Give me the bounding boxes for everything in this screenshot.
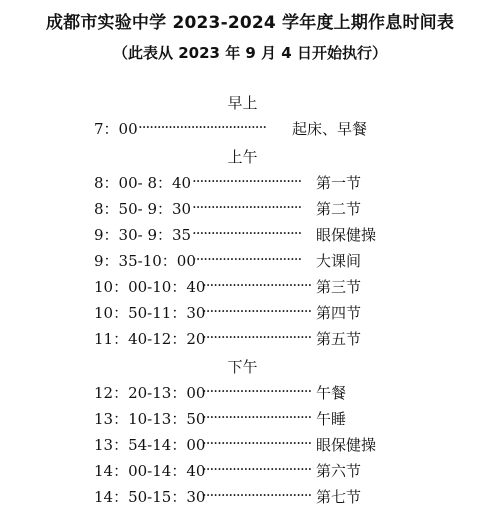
row-time: 13：54-14：00	[94, 436, 206, 454]
row-event: 眼保健操	[316, 436, 377, 454]
row-leader-dots: ·····························	[192, 198, 302, 216]
schedule-row	[0, 172, 500, 196]
row-time: 7：00	[94, 120, 138, 138]
row-leader-dots: ·····························	[202, 328, 312, 346]
row-leader-dots: ·····························	[202, 276, 312, 294]
row-time: 13：10-13：50	[94, 410, 206, 428]
schedule-row	[0, 382, 500, 406]
row-event: 第二节	[316, 200, 362, 218]
schedule-row	[0, 118, 500, 142]
row-time: 14：50-15：30	[94, 488, 206, 506]
row-leader-dots: ·····························	[202, 302, 312, 320]
row-event: 起床、早餐	[292, 120, 368, 138]
row-time: 12：20-13：00	[94, 384, 206, 402]
page-title: 成都市实验中学 2023-2024 学年度上期作息时间表	[45, 13, 455, 33]
schedule-row	[0, 224, 500, 248]
section-heading-forenoon: 上午	[227, 148, 258, 166]
section-heading-afternoon: 下午	[227, 358, 258, 376]
row-leader-dots: ·····························	[192, 172, 302, 190]
row-leader-dots: ·····························	[202, 486, 312, 504]
schedule-row	[0, 276, 500, 300]
row-time: 10：00-10：40	[94, 278, 206, 296]
row-leader-dots: ·····························	[192, 224, 302, 242]
schedule-row	[0, 408, 500, 432]
row-event: 大课间	[316, 252, 362, 270]
schedule-row	[0, 302, 500, 326]
row-time: 8：00- 8：40	[94, 174, 192, 192]
schedule-row	[0, 460, 500, 484]
row-event: 第四节	[316, 304, 362, 322]
row-time: 9：30- 9：35	[94, 226, 192, 244]
row-leader-dots: ··································	[138, 118, 267, 136]
row-event: 眼保健操	[316, 226, 377, 244]
row-time: 9：35-10：00	[94, 252, 196, 270]
row-event: 午睡	[316, 410, 347, 428]
row-event: 第三节	[316, 278, 362, 296]
page-subtitle: （此表从 2023 年 9 月 4 日开始执行）	[113, 44, 387, 62]
schedule-row	[0, 486, 500, 510]
row-event: 午餐	[316, 384, 347, 402]
schedule-row	[0, 250, 500, 274]
row-event: 第五节	[316, 330, 362, 348]
row-event: 第一节	[316, 174, 362, 192]
schedule-row	[0, 198, 500, 222]
row-leader-dots: ·····························	[202, 460, 312, 478]
row-time: 10：50-11：30	[94, 304, 206, 322]
schedule-row	[0, 328, 500, 352]
section-heading-morning: 早上	[227, 94, 258, 112]
schedule-row	[0, 434, 500, 458]
row-time: 14：00-14：40	[94, 462, 206, 480]
row-leader-dots: ·····························	[202, 434, 312, 452]
row-time: 11：40-12：20	[94, 330, 206, 348]
row-event: 第七节	[316, 488, 362, 506]
row-leader-dots: ·····························	[202, 382, 312, 400]
row-leader-dots: ·····························	[202, 408, 312, 426]
row-event: 第六节	[316, 462, 362, 480]
row-time: 8：50- 9：30	[94, 200, 192, 218]
row-leader-dots: ·····························	[192, 250, 302, 268]
